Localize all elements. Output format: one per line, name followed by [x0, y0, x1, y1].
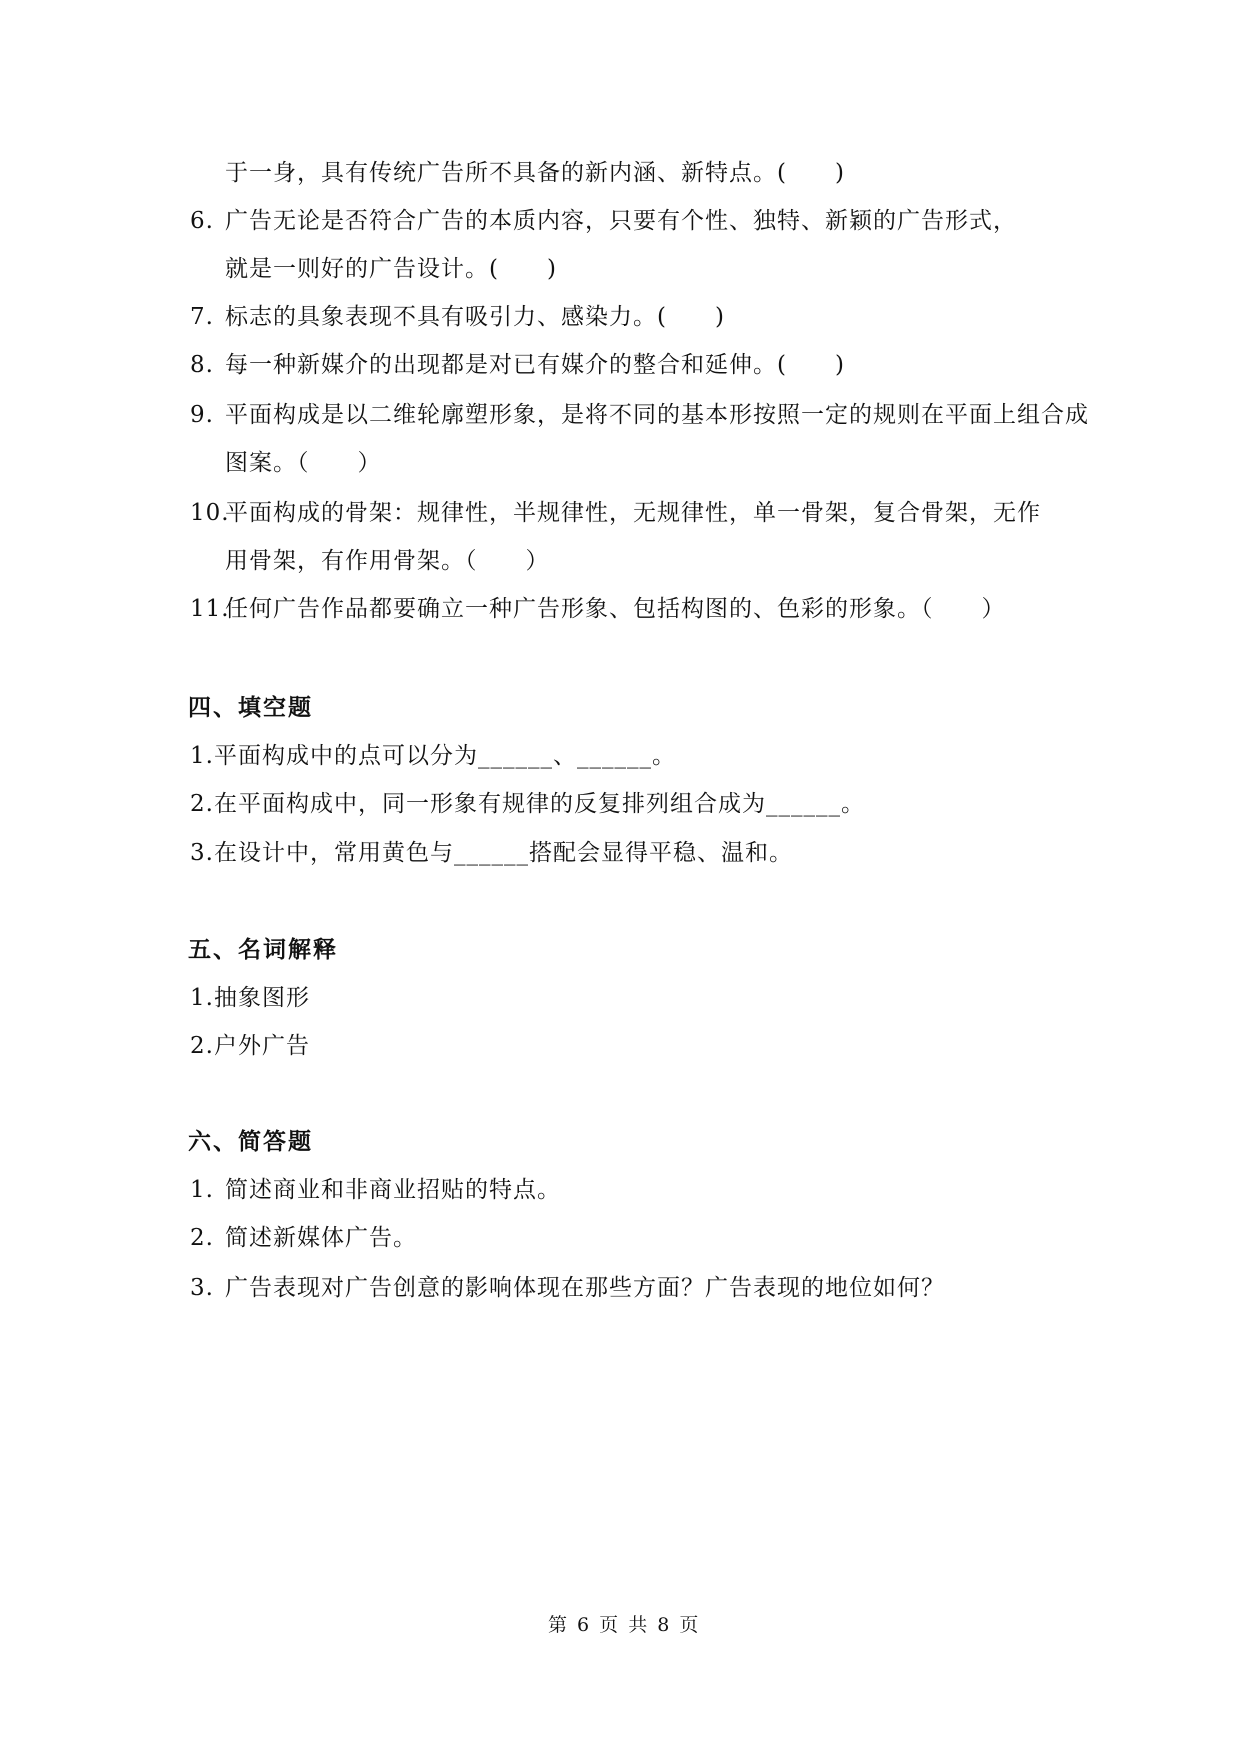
judgement-item-6: [190, 206, 1017, 236]
fill-blank-item-3: 3.在设计中，常用黄色与______搭配会显得平稳、温和。: [190, 840, 793, 866]
short-answer-number: 1.: [190, 1177, 214, 1203]
judgement-item-number: 7.: [190, 304, 214, 330]
judgement-item-6-continuation: [225, 254, 557, 284]
short-answer-item-2: [190, 1223, 417, 1253]
judgement-item-number: 8.: [190, 352, 214, 378]
judgement-item-11: [190, 594, 1006, 624]
judgement-item-text: 平面构成是以二维轮廓塑形象，是将不同的基本形按照一定的规则在平面上组合成: [225, 402, 1089, 428]
short-answer-text: 简述新媒体广告。: [225, 1225, 417, 1251]
judgement-item-text: 任何广告作品都要确立一种广告形象、包括构图的、色彩的形象。（ ）: [225, 596, 1006, 622]
judgement-item-text: 广告无论是否符合广告的本质内容，只要有个性、独特、新颖的广告形式，: [225, 208, 1017, 234]
term-item-2: 2.户外广告: [190, 1033, 310, 1059]
judgement-item-9: [190, 400, 1089, 430]
section-title-short-answer: 六、简答题: [188, 1128, 313, 1155]
judgement-item-10: [190, 498, 1041, 528]
short-answer-number: 2.: [190, 1225, 214, 1251]
judgement-item-9-continuation: [225, 448, 382, 478]
short-answer-item-1: [190, 1175, 561, 1205]
judgement-item-number: 11.: [190, 596, 230, 622]
judgement-item-number: 9.: [190, 402, 214, 428]
short-answer-number: 3.: [190, 1275, 214, 1301]
judgement-item-text: 平面构成的骨架：规律性，半规律性，无规律性，单一骨架，复合骨架，无作: [225, 500, 1041, 526]
judgement-item-text: 于一身，具有传统广告所不具备的新内涵、新特点。( ): [225, 160, 845, 186]
fill-blank-item-1: 1.平面构成中的点可以分为______、______。: [190, 743, 676, 769]
judgement-item-text: 用骨架，有作用骨架。（ ）: [225, 548, 550, 574]
judgement-item-10-continuation: [225, 546, 550, 576]
judgement-item-number: 6.: [190, 208, 214, 234]
short-answer-text: 简述商业和非商业招贴的特点。: [225, 1177, 561, 1203]
judgement-item-text: 标志的具象表现不具有吸引力、感染力。( ): [225, 304, 725, 330]
judgement-item-text: 图案。（ ）: [225, 450, 382, 476]
judgement-item-text: 就是一则好的广告设计。( ): [225, 256, 557, 282]
term-item-1: 1.抽象图形: [190, 985, 310, 1011]
judgement-item-5-continuation: [225, 158, 845, 188]
short-answer-text: 广告表现对广告创意的影响体现在那些方面？广告表现的地位如何？: [225, 1275, 945, 1301]
section-title-terms: 五、名词解释: [188, 936, 338, 963]
fill-blank-item-2: 2.在平面构成中，同一形象有规律的反复排列组合成为______。: [190, 791, 865, 817]
short-answer-item-3: [190, 1273, 945, 1303]
judgement-item-number: 10.: [190, 500, 230, 526]
page-number-footer: 第 6 页 共 8 页: [548, 1614, 701, 1636]
judgement-item-7: [190, 302, 725, 332]
judgement-item-8: [190, 350, 845, 380]
section-title-fill-blank: 四、填空题: [188, 694, 313, 721]
judgement-item-text: 每一种新媒介的出现都是对已有媒介的整合和延伸。( ): [225, 352, 845, 378]
